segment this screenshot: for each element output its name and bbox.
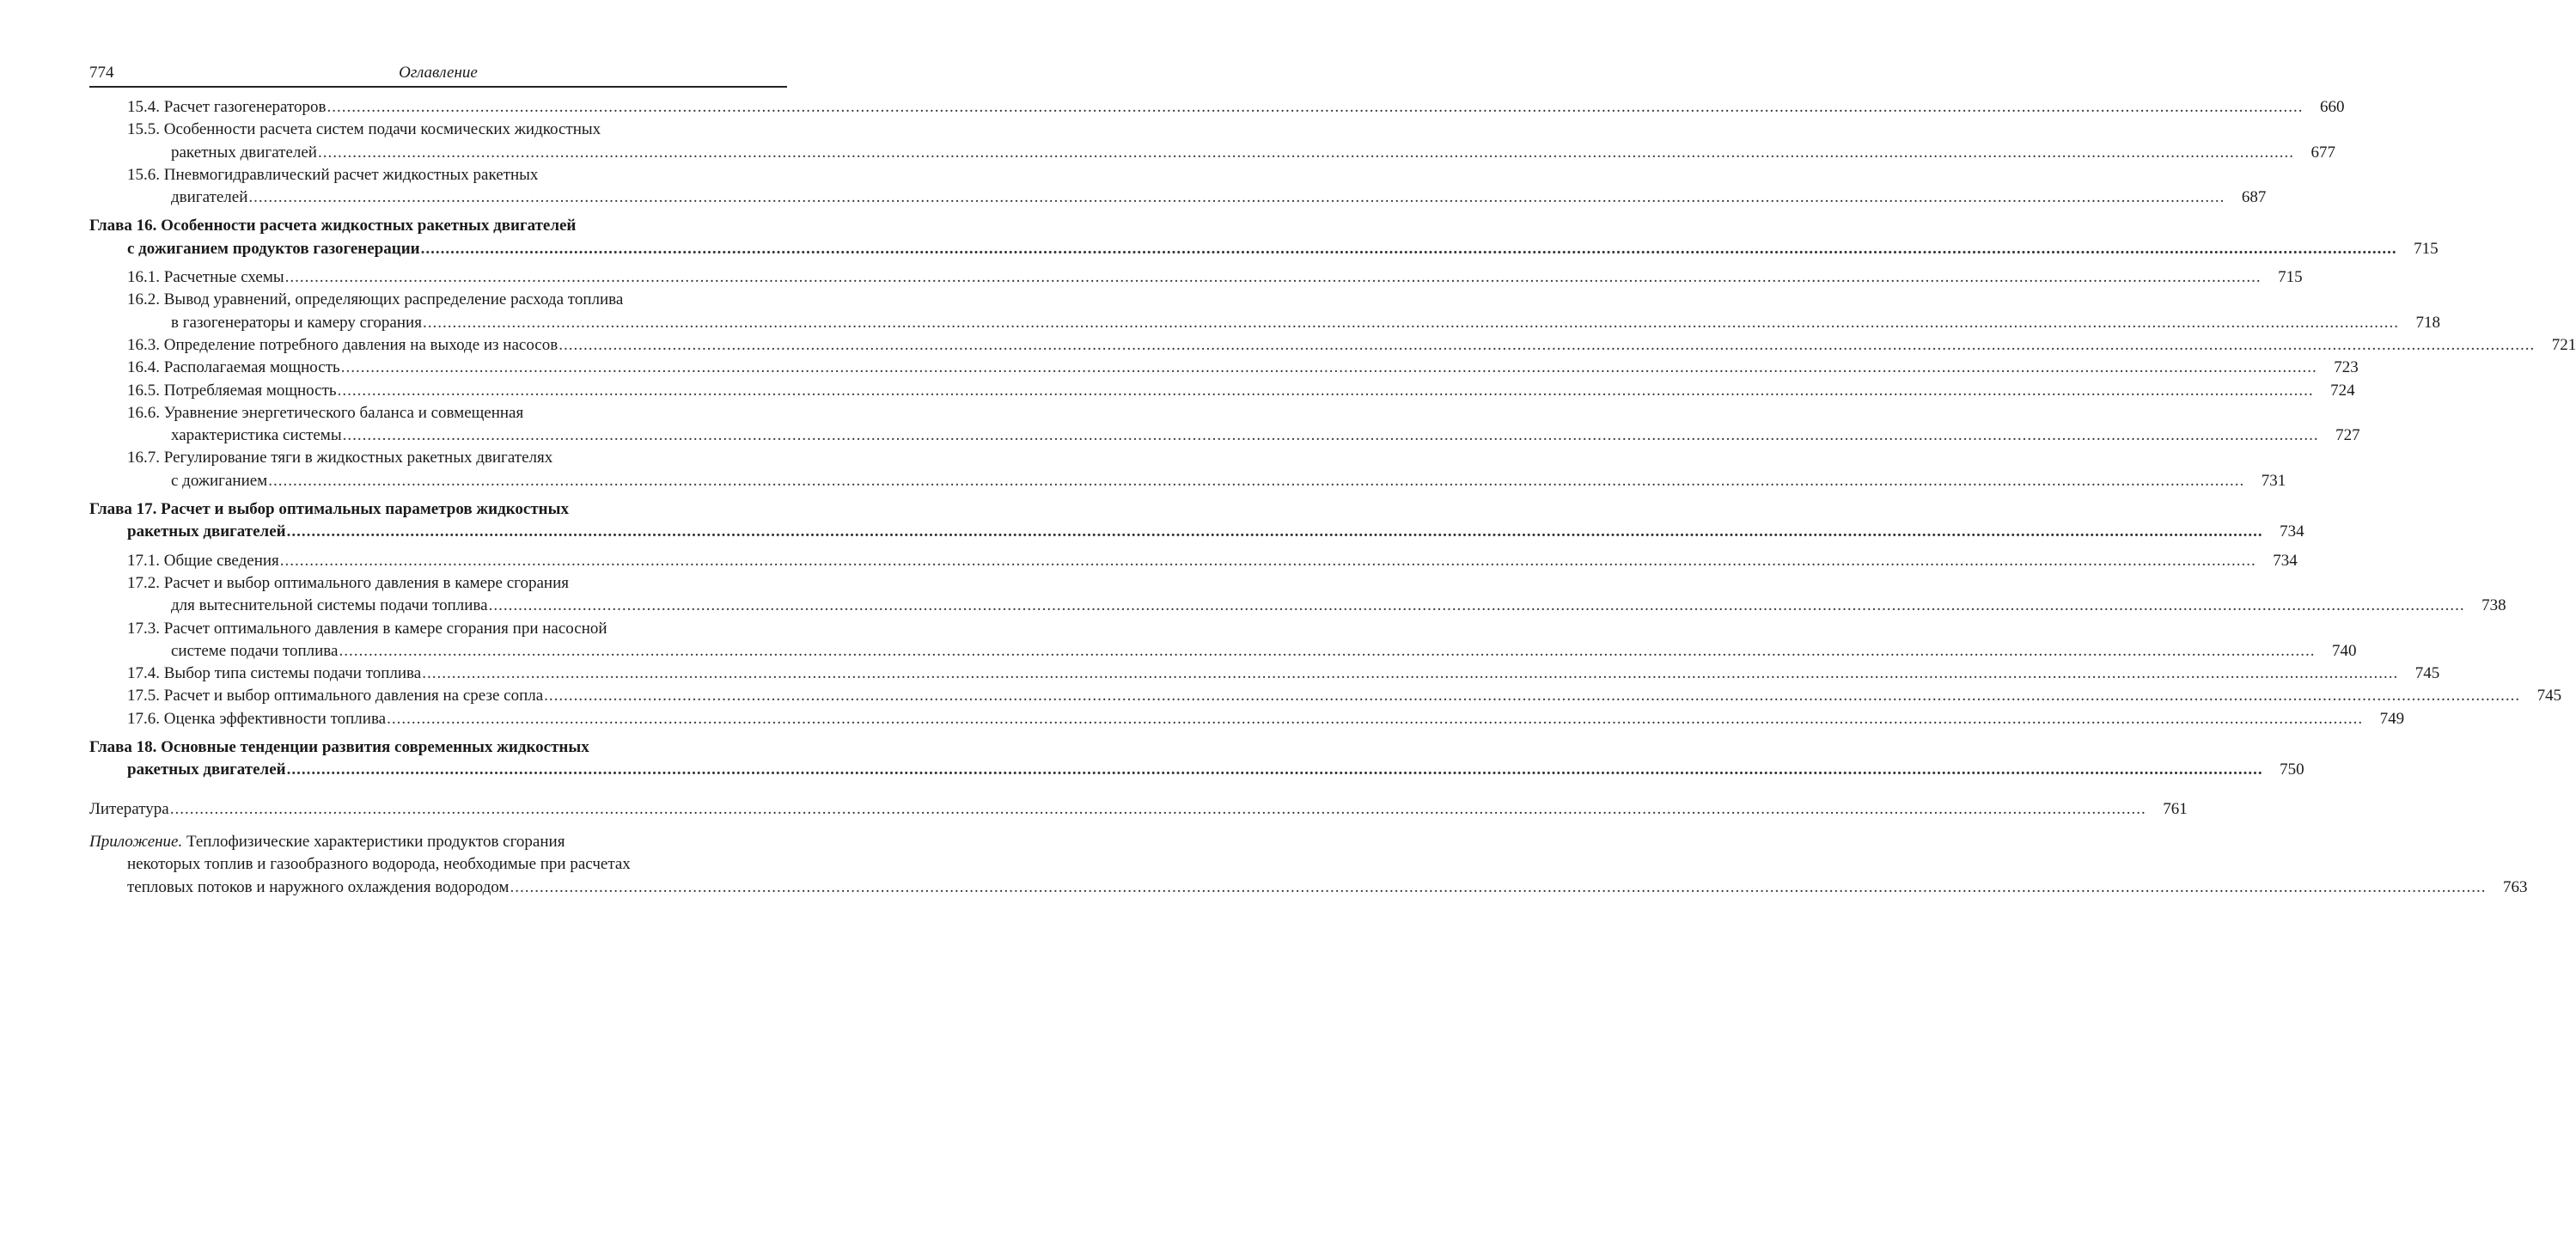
toc-entry <box>89 96 2345 119</box>
toc-entry-text: 16.3. Определение потребного давления на выходе из насосов <box>127 335 559 354</box>
dot-leader: ................................................................................................................................................................................................................................................................................................................................................................................................................ <box>422 664 2399 683</box>
toc-entry-text: 17.4. Выбор типа системы подачи топлива <box>127 664 422 683</box>
toc-page-number: 721 <box>2551 335 2576 354</box>
toc-entry <box>89 215 2439 260</box>
toc-entry-text: Литература <box>89 799 169 818</box>
page-header <box>89 64 787 88</box>
dot-leader: ................................................................................................................................................................................................................................................................................................................................................................................................................ <box>169 799 2146 818</box>
toc-entry-text: некоторых топлив и газообразного водорода, необходимые при расчетах <box>127 855 631 874</box>
dot-leader: ................................................................................................................................................................................................................................................................................................................................................................................................................ <box>317 143 2294 162</box>
toc-entry-text: 17.6. Оценка эффективности топлива <box>127 709 387 728</box>
toc-page-number: 761 <box>2163 799 2188 818</box>
toc-entry-text: 16.7. Регулирование тяги в жидкостных ракетных двигателях <box>127 449 553 467</box>
running-title: Оглавление <box>399 64 478 82</box>
toc-page-number: 750 <box>2280 760 2304 779</box>
page-number: 774 <box>89 64 114 82</box>
dot-leader: ................................................................................................................................................................................................................................................................................................................................................................................................................ <box>339 641 2316 660</box>
toc-entry <box>89 266 2303 289</box>
dot-leader: ................................................................................................................................................................................................................................................................................................................................................................................................................ <box>327 98 2304 116</box>
toc-entry-text: с дожиганием продуктов газогенерации <box>127 239 420 258</box>
dot-leader: ................................................................................................................................................................................................................................................................................................................................................................................................................ <box>286 760 2263 779</box>
dot-leader: ................................................................................................................................................................................................................................................................................................................................................................................................................ <box>420 239 2397 258</box>
toc-entry-text: 15.6. Пневмогидравлический расчет жидкостных ракетных <box>127 165 539 184</box>
toc-page-number: 715 <box>2414 239 2439 258</box>
toc-entry-text: 17.1. Общие сведения <box>127 551 279 570</box>
dot-leader: ................................................................................................................................................................................................................................................................................................................................................................................................................ <box>337 381 2314 400</box>
toc-entry <box>89 289 2440 334</box>
toc-entry-text: 16.6. Уравнение энергетического баланса и совмещенная <box>127 403 524 422</box>
toc-entry-text: 17.2. Расчет и выбор оптимального давления в камере сгорания <box>127 573 569 592</box>
toc-entry <box>89 119 2335 164</box>
toc-entry <box>89 498 2304 544</box>
toc-entry <box>89 550 2298 572</box>
toc-entry-text: тепловых потоков и наружного охлаждения водородом <box>127 877 510 896</box>
toc-page-number: 718 <box>2415 313 2440 332</box>
dot-leader: ................................................................................................................................................................................................................................................................................................................................................................................................................ <box>510 877 2487 896</box>
dot-leader: ................................................................................................................................................................................................................................................................................................................................................................................................................ <box>422 313 2399 332</box>
toc-entry-text: 16.4. Располагаемая мощность <box>127 358 340 377</box>
toc-entry-text <box>89 833 565 851</box>
dot-leader: ................................................................................................................................................................................................................................................................................................................................................................................................................ <box>488 596 2465 615</box>
toc-entry <box>89 164 2267 210</box>
toc-page-number: 660 <box>2320 98 2345 116</box>
toc-page-number: 745 <box>2536 687 2562 705</box>
dot-leader: ................................................................................................................................................................................................................................................................................................................................................................................................................ <box>248 188 2225 207</box>
toc-entry <box>89 831 2528 899</box>
toc-entry <box>89 663 2440 685</box>
toc-page-number: 763 <box>2502 877 2528 896</box>
toc-entry <box>89 618 2357 663</box>
toc-page-number: 687 <box>2241 188 2267 207</box>
toc-entry-text: системе подачи топлива <box>171 641 339 660</box>
toc-page-number: 727 <box>2335 426 2360 445</box>
toc-entry-text: 16.2. Вывод уравнений, определяющих распределение расхода топлива <box>127 290 624 309</box>
table-of-contents <box>89 96 2576 899</box>
toc-entry-text: 15.4. Расчет газогенераторов <box>127 98 327 116</box>
toc-entry-text: Глава 17. Расчет и выбор оптимальных параметров жидкостных <box>89 500 569 519</box>
toc-entry <box>89 334 2576 357</box>
dot-leader: ................................................................................................................................................................................................................................................................................................................................................................................................................ <box>286 522 2263 541</box>
dot-leader: ................................................................................................................................................................................................................................................................................................................................................................................................................ <box>284 268 2262 287</box>
toc-entry <box>89 572 2506 618</box>
toc-page-number: 731 <box>2261 471 2286 490</box>
toc-page-number: 749 <box>2379 709 2405 728</box>
toc-entry <box>89 380 2355 402</box>
toc-entry <box>89 798 2188 821</box>
dot-leader: ................................................................................................................................................................................................................................................................................................................................................................................................................ <box>544 687 2521 705</box>
dot-leader: ................................................................................................................................................................................................................................................................................................................................................................................................................ <box>279 551 2256 570</box>
toc-entry <box>89 447 2286 492</box>
toc-entry-text: в газогенераторы и камеру сгорания <box>171 313 422 332</box>
toc-page-number: 723 <box>2334 358 2359 377</box>
toc-page-number: 740 <box>2331 641 2357 660</box>
toc-entry <box>89 736 2304 782</box>
toc-entry-text: ракетных двигателей <box>127 522 286 541</box>
toc-page-number: 738 <box>2481 596 2506 615</box>
dot-leader: ................................................................................................................................................................................................................................................................................................................................................................................................................ <box>340 358 2317 377</box>
toc-page-number: 724 <box>2330 381 2355 400</box>
toc-entry <box>89 357 2359 379</box>
toc-page-number: 745 <box>2414 664 2440 683</box>
toc-page-number: 734 <box>2280 522 2304 541</box>
toc-entry-text: характеристика системы <box>171 426 342 445</box>
toc-entry-text: с дожиганием <box>171 471 268 490</box>
toc-entry-text: для вытеснительной системы подачи топлива <box>171 596 488 615</box>
toc-page-number: 715 <box>2278 268 2303 287</box>
toc-entry-text: 17.5. Расчет и выбор оптимального давления на срезе сопла <box>127 687 544 705</box>
toc-entry-text: 16.5. Потребляемая мощность <box>127 381 337 400</box>
dot-leader: ................................................................................................................................................................................................................................................................................................................................................................................................................ <box>342 426 2319 445</box>
toc-entry-text: 17.3. Расчет оптимального давления в камере сгорания при насосной <box>127 619 607 638</box>
toc-entry-text: Теплофизические характеристики продуктов сгорания <box>182 832 565 851</box>
toc-entry <box>89 708 2405 730</box>
toc-entry-text: двигателей <box>171 188 248 207</box>
toc-entry <box>89 685 2562 707</box>
toc-page-number: 734 <box>2273 551 2298 570</box>
toc-entry-text: 15.5. Особенности расчета систем подачи космических жидкостных <box>127 120 601 139</box>
toc-entry-text: 16.1. Расчетные схемы <box>127 268 284 287</box>
appendix-label: Приложение. <box>89 832 183 851</box>
dot-leader: ................................................................................................................................................................................................................................................................................................................................................................................................................ <box>559 335 2536 354</box>
toc-entry-text: ракетных двигателей <box>127 760 286 779</box>
dot-leader: ................................................................................................................................................................................................................................................................................................................................................................................................................ <box>387 709 2364 728</box>
toc-entry <box>89 402 2360 448</box>
dot-leader: ................................................................................................................................................................................................................................................................................................................................................................................................................ <box>268 471 2245 490</box>
toc-page-number: 677 <box>2310 143 2335 162</box>
toc-entry-text: ракетных двигателей <box>171 143 317 162</box>
toc-entry-text: Глава 18. Основные тенденции развития современных жидкостных <box>89 738 589 757</box>
toc-entry-text: Глава 16. Особенности расчета жидкостных ракетных двигателей <box>89 217 577 235</box>
